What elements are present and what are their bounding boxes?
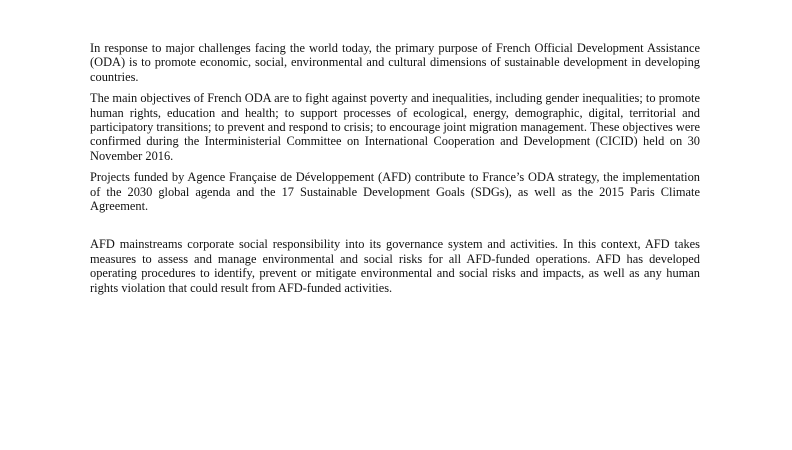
paragraph-afd-projects: Projects funded by Agence Française de Développement (AFD) contribute to France’s ODA strategy, the implementation of the 2030 global agenda and the 17 Sustainable Development Goals (SDGs), as well as the 2015 Paris Climate Agreement.: [90, 170, 700, 214]
document-body: [90, 41, 700, 302]
paragraph-oda-purpose: In response to major challenges facing the world today, the primary purpose of French Official Development Assistance (ODA) is to promote economic, social, environmental and cultural dimensions of sustainable development in developing countries.: [90, 41, 700, 84]
paragraph-afd-csr: AFD mainstreams corporate social responsibility into its governance system and activities. In this context, AFD takes measures to assess and manage environmental and social risks for all AFD-funded operations. AFD has developed operating procedures to identify, prevent or mitigate environmental and social risks and impacts, as well as any human rights violation that could result from AFD-funded activities.: [90, 237, 700, 295]
paragraph-oda-objectives: The main objectives of French ODA are to fight against poverty and inequalities, including gender inequalities; to promote human rights, education and health; to support processes of ecological, energy, demographic, digital, territorial and participatory transitions; to prevent and respond to crisis; to encourage joint migration management. These objectives were confirmed during the Interministerial Committee on International Cooperation and Development (CICID) held on 30 November 2016.: [90, 91, 700, 163]
